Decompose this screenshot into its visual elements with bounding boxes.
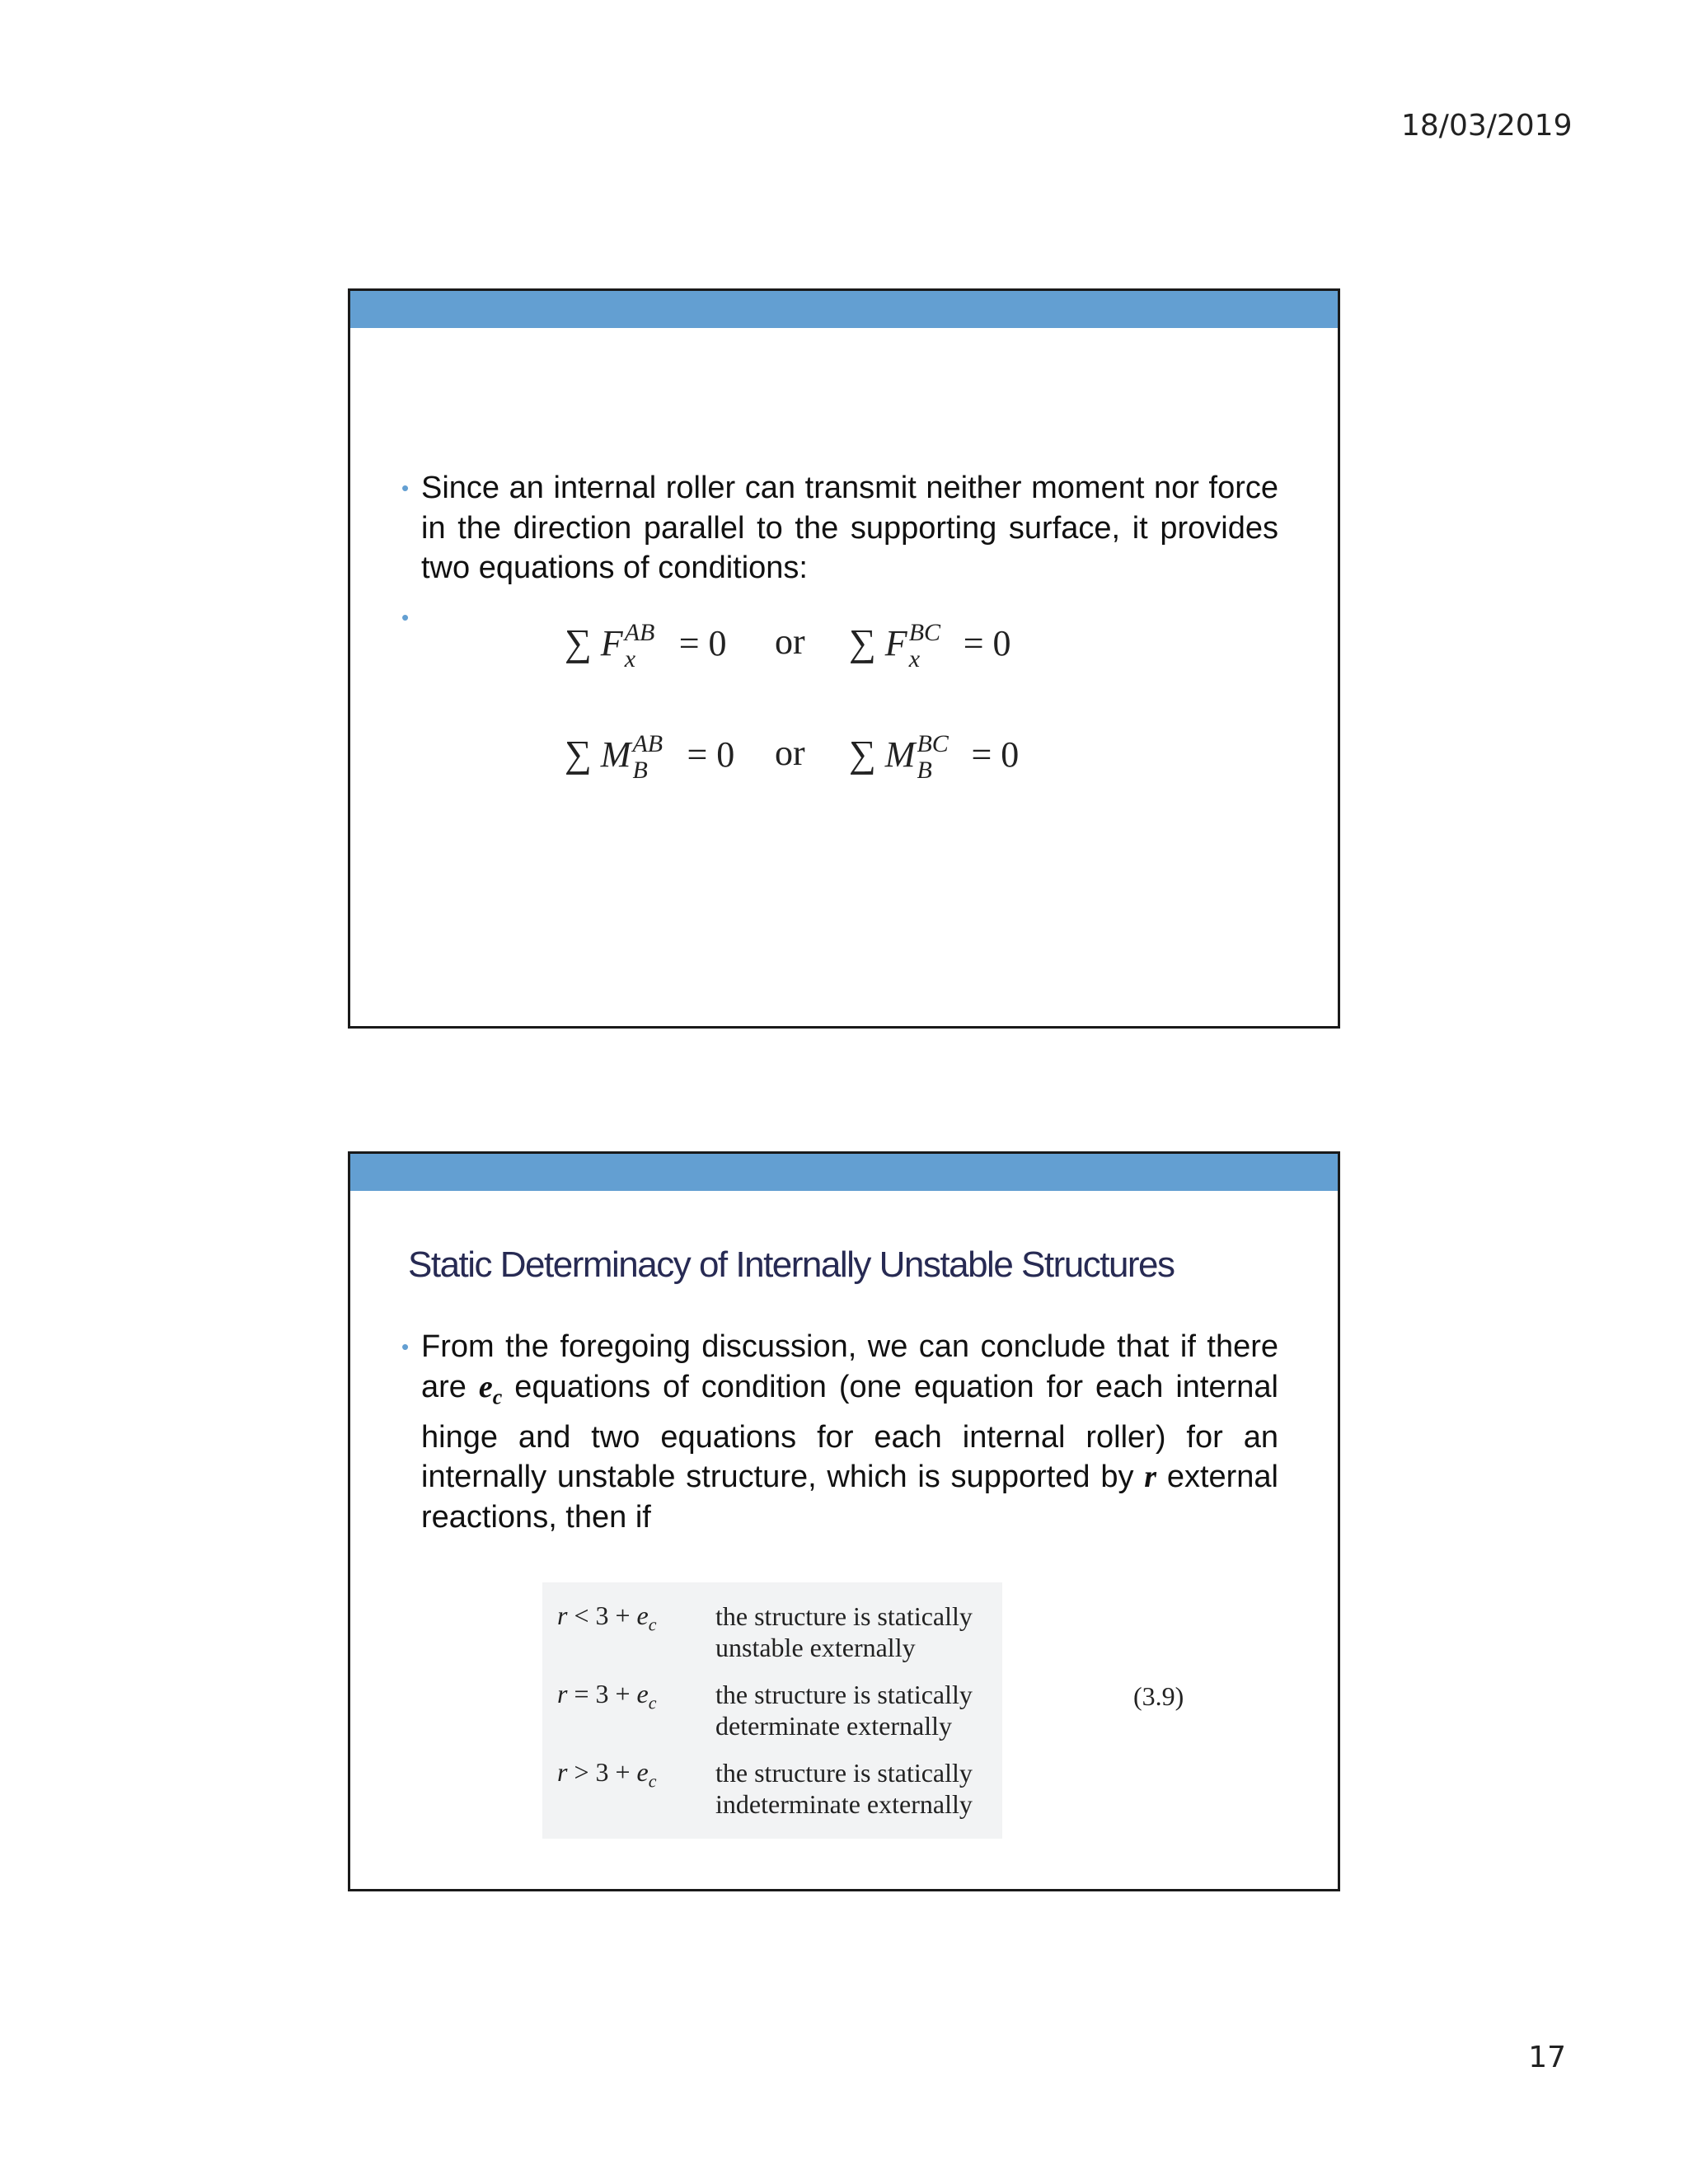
ec-variable (478, 1369, 503, 1409)
condition-operator: = (574, 1679, 589, 1708)
equation-variable: F (600, 623, 623, 663)
bullet-text-part: external reactions, then if (421, 1460, 1279, 1535)
equation-subscript: B (917, 756, 932, 784)
page-number: 17 (1528, 2041, 1566, 2074)
equation-sum-fx-bc (849, 618, 1011, 673)
slide-static-determinacy (348, 1151, 1340, 1891)
condition-operator: > (574, 1757, 589, 1787)
slide-title: Static Determinacy of Internally Unstable Structures (408, 1244, 1175, 1285)
equation-equals: = 0 (678, 623, 727, 663)
equation-sum-mb-bc (849, 729, 1020, 784)
slide-header-bar (350, 1154, 1338, 1191)
equation-variable: M (884, 734, 916, 775)
equation-superscript: AB (632, 729, 663, 757)
equation-sum-fx-ab (565, 618, 727, 673)
bullet-dot-icon: • (401, 1334, 410, 1359)
condition-rhs-var: e (636, 1601, 649, 1630)
slide-internal-roller (348, 288, 1340, 1029)
condition-description: the structure is statically determinate externally (715, 1680, 973, 1741)
sum-symbol: ∑ (849, 733, 876, 775)
equation-indices (623, 618, 673, 673)
condition-rhs-number: 3 + (595, 1601, 631, 1630)
bullet-text (401, 1327, 1278, 1537)
equation-variable: M (600, 734, 631, 775)
equation-superscript: BC (908, 618, 941, 646)
ec-letter: e (478, 1369, 493, 1404)
condition-rhs-sub: c (648, 1614, 657, 1635)
condition-rhs-sub: c (648, 1770, 657, 1792)
equation-equals: = 0 (971, 734, 1020, 775)
equation-subscript: x (908, 644, 921, 673)
bullet-empty (401, 598, 1278, 630)
bullet-dot-icon: • (401, 605, 410, 630)
r-variable: r (1144, 1460, 1157, 1495)
equation-indices (907, 618, 957, 673)
slide-header-bar (350, 291, 1338, 328)
condition-rhs-number: 3 + (595, 1679, 631, 1708)
equation-equals: = 0 (963, 623, 1011, 663)
bullet-text-part: equations of condition (one equation for each internal hinge and two equations for each internal roller) for an internally unstable structure, which is supported by (421, 1369, 1278, 1495)
condition-expression (557, 1601, 657, 1635)
bullet-internal-roller (401, 468, 1278, 588)
equation-or: or (775, 733, 805, 773)
bullet-foregoing-discussion (401, 1327, 1278, 1537)
sum-symbol: ∑ (565, 733, 592, 775)
equation-equals: = 0 (687, 734, 735, 775)
condition-lhs: r (557, 1757, 568, 1787)
condition-description: the structure is statically indeterminate externally (715, 1758, 973, 1819)
determinacy-conditions-table (542, 1582, 1002, 1839)
condition-expression (557, 1679, 657, 1713)
equation-subscript: B (632, 756, 648, 784)
equation-superscript: AB (624, 618, 655, 646)
condition-lhs: r (557, 1601, 568, 1630)
bullet-text-part: From the foregoing discussion, we can conclude that if there are (421, 1329, 1278, 1404)
ec-subscript: c (492, 1385, 503, 1409)
condition-lhs: r (557, 1679, 568, 1708)
date-header: 18/03/2019 (1401, 109, 1573, 143)
sum-symbol: ∑ (849, 621, 876, 663)
equation-superscript: BC (917, 729, 949, 757)
sum-symbol: ∑ (565, 621, 592, 663)
condition-expression (557, 1757, 657, 1792)
bullet-text: Since an internal roller can transmit neither moment nor force in the direction parallel to the supporting surface, it provides two equations of conditions: (421, 471, 1278, 585)
equation-variable: F (884, 623, 907, 663)
equation-sum-mb-ab (565, 729, 735, 784)
condition-rhs-var: e (636, 1757, 649, 1787)
equation-indices (915, 729, 964, 784)
bullet-dot-icon: • (401, 476, 410, 500)
equation-subscript: x (624, 644, 636, 673)
condition-operator: < (574, 1601, 589, 1630)
condition-description: the structure is statically unstable externally (715, 1601, 973, 1662)
condition-rhs-number: 3 + (595, 1757, 631, 1787)
equation-indices (631, 729, 680, 784)
equation-or: or (775, 621, 805, 662)
condition-rhs-sub: c (648, 1692, 657, 1713)
equation-number: (3.9) (1133, 1681, 1184, 1711)
condition-rhs-var: e (636, 1679, 649, 1708)
